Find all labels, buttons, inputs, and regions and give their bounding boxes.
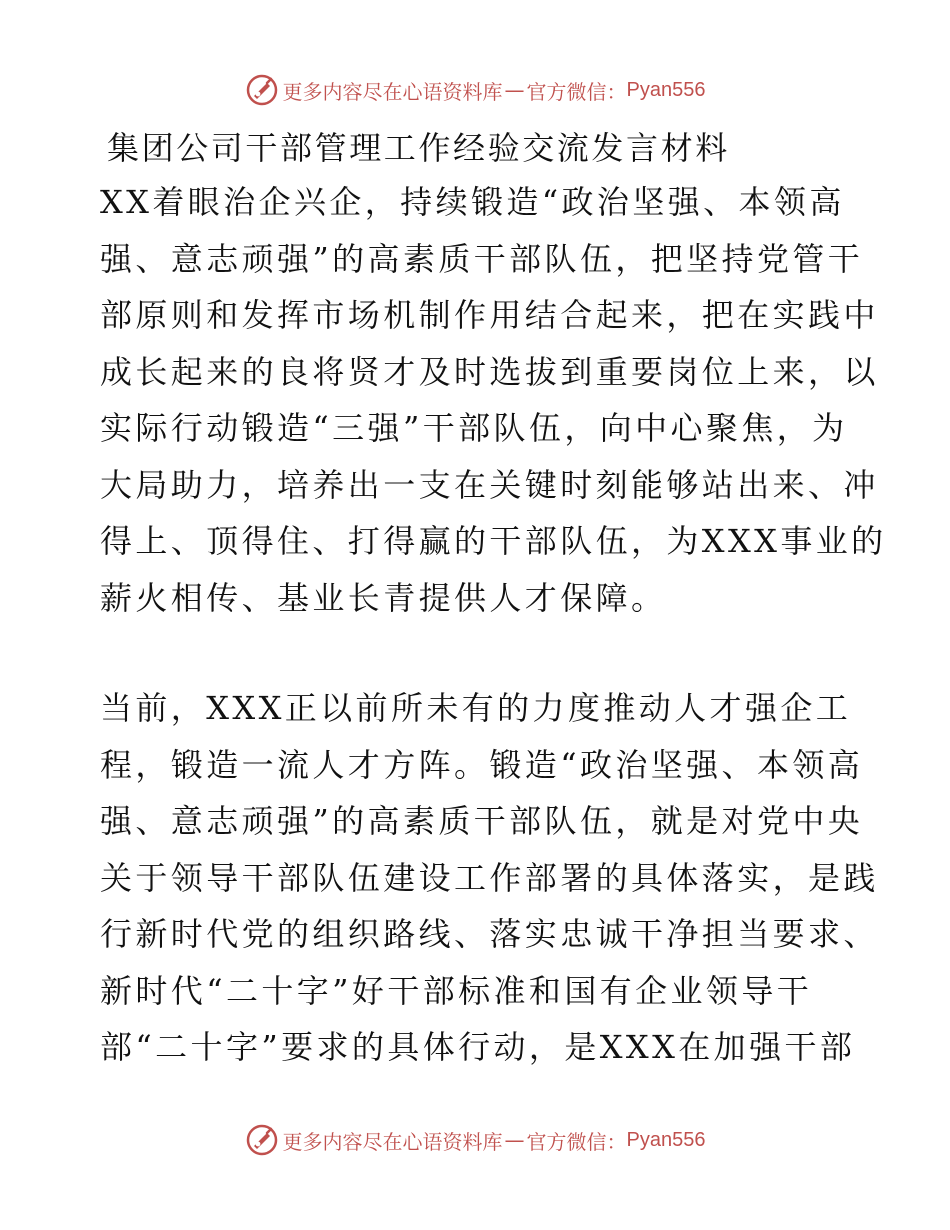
watermark-text: 更多内容尽在心语资料库 [282, 1129, 503, 1154]
text-line: 成长起来的良将贤才及时选拔到重要岗位上来，以 [100, 352, 879, 391]
text-line: 关于领导干部队伍建设工作部署的具体落实，是践 [100, 858, 879, 897]
text-line: XX着眼治企兴企，持续锻造“政治坚强、本领高 [100, 183, 845, 221]
text-line: 部“二十字”要求的具体行动，是XXX在加强干部 [100, 1028, 856, 1066]
watermark-separator: — [504, 1128, 525, 1152]
text-line: 行新时代党的组织路线、落实忠诚干净担当要求、 [100, 915, 879, 953]
text-line: 强、意志顽强”的高素质干部队伍，把坚持党管干 [100, 239, 864, 278]
paragraph-2 [100, 680, 879, 1076]
watermark-separator: — [504, 78, 525, 102]
paragraph-1 [100, 174, 887, 626]
text-line: 新时代“二十字”好干部标准和国有企业领导干 [100, 971, 813, 1010]
text-line: 程，锻造一流人才方阵。锻造“政治坚强、本领高 [100, 745, 864, 784]
text-line: 大局助力，培养出一支在关键时刻能够站出来、冲 [100, 465, 879, 504]
text-line: 薪火相传、基业长青提供人才保障。 [100, 578, 667, 617]
text-line: 部原则和发挥市场机制作用结合起来，把在实践中 [100, 296, 879, 334]
watermark-id: Pyan556 [626, 1128, 706, 1151]
text-line: 得上、顶得住、打得赢的干部队伍，为XXX事业的 [100, 522, 887, 560]
footer-watermark [0, 1120, 950, 1160]
watermark-text: 更多内容尽在心语资料库 [282, 79, 503, 104]
brand-logo-icon [245, 73, 279, 107]
text-line: 强、意志顽强”的高素质干部队伍，就是对党中央 [100, 802, 864, 840]
watermark-label: 官方微信： [526, 1129, 627, 1154]
watermark-id: Pyan556 [626, 78, 706, 101]
document-title: 集团公司干部管理工作经验交流发言材料 [107, 129, 730, 167]
watermark-label: 官方微信： [526, 79, 627, 104]
header-watermark [0, 70, 950, 110]
brand-logo-icon [245, 1123, 279, 1157]
text-line: 当前，XXX正以前所未有的力度推动人才强企工 [100, 689, 852, 727]
text-line: 实际行动锻造“三强”干部队伍，向中心聚焦，为 [100, 409, 848, 447]
